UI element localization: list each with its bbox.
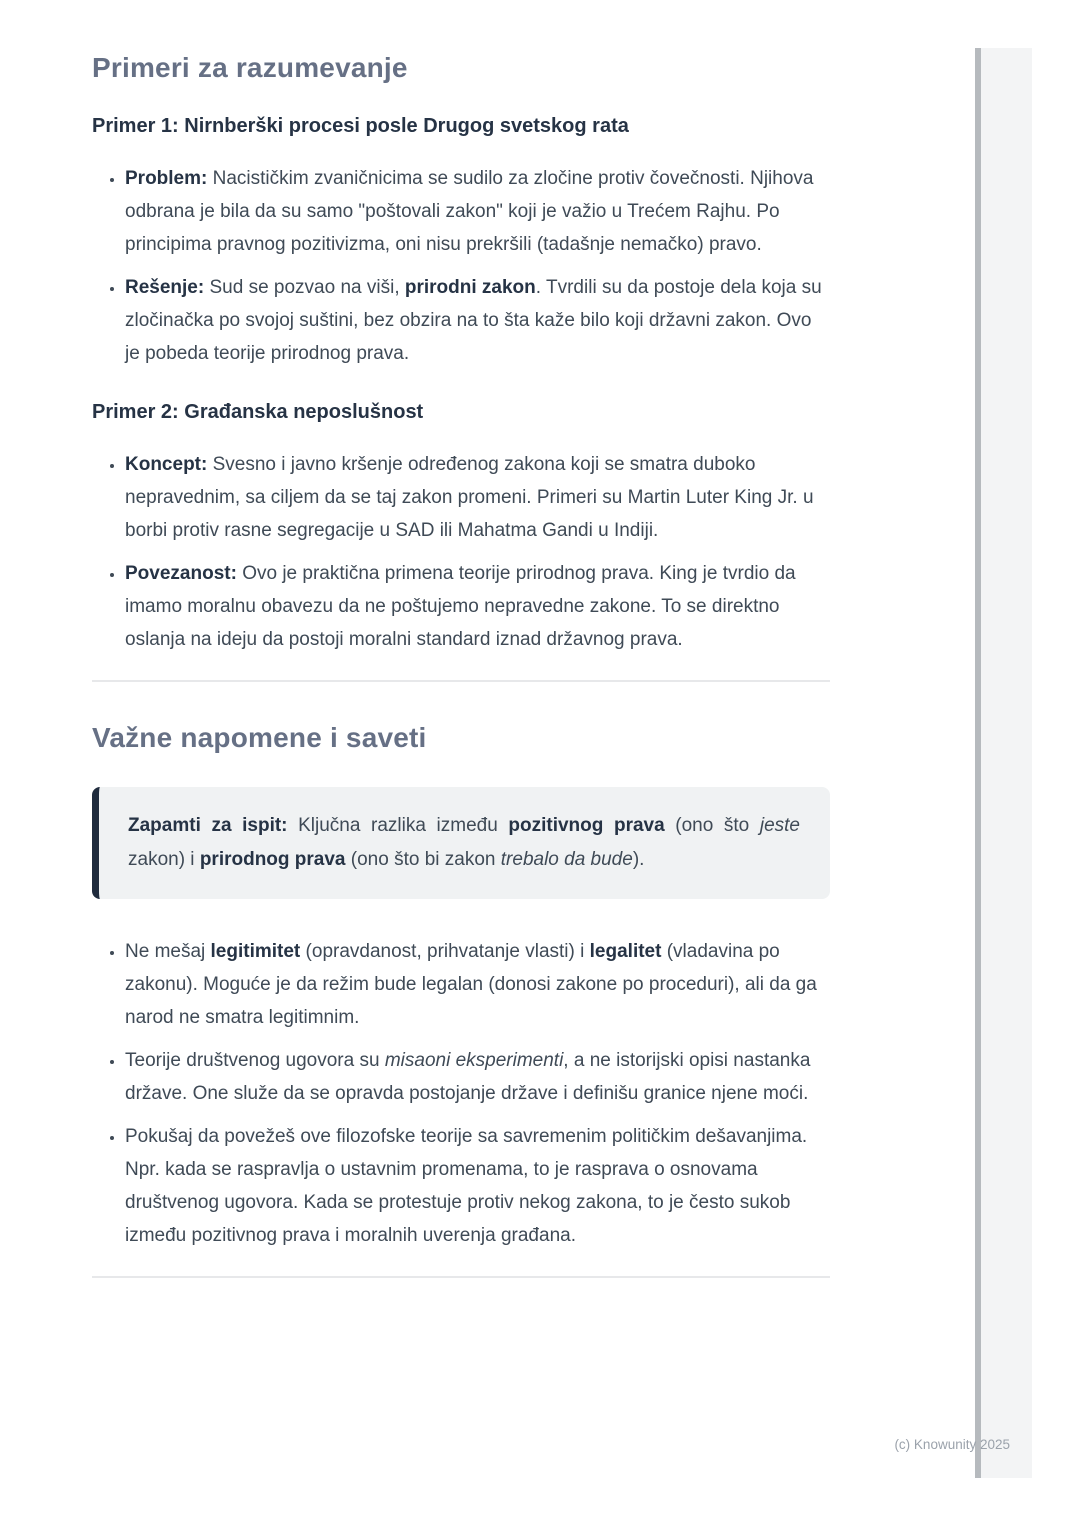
list-item [125, 162, 830, 261]
section-title-notes: Važne napomene i saveti [92, 722, 427, 753]
document-body [92, 0, 830, 1278]
text-segment: Povezanost: [125, 563, 237, 584]
text-segment: (ono što [664, 815, 760, 836]
list-item [125, 1120, 830, 1252]
text-segment: Svesno i javno kršenje određenog zakona koji se smatra duboko nepravednim, sa ciljem da se taj zakon promeni. Primeri su Martin Luter King Jr. u borbi protiv rasne segregacije u SAD ili Mahatma Gandi u Indiji. [125, 454, 814, 541]
text-segment: Ovo je praktična primena teorije prirodnog prava. King je tvrdio da imamo moralnu obavezu da ne poštujemo nepravedne zakone. To se direktno oslanja na ideju da postoji moralni standard iznad državnog prava. [125, 563, 796, 650]
text-segment: , a ne istorijski opisi nastanka države. One služe da se opravda postojanje države i definišu granice njene moći. [125, 1050, 811, 1104]
list-item [125, 935, 830, 1034]
text-segment: Teorije društvenog ugovora su [125, 1050, 385, 1071]
example1-bullet-list [92, 162, 830, 370]
text-segment: (vladavina po zakonu). Moguće je da režim bude legalan (donosi zakone po proceduri), ali da ga narod ne smatra legitimnim. [125, 941, 817, 1028]
text-segment: misaoni eksperimenti [384, 1050, 564, 1071]
text-segment: (opravdanost, prihvatanje vlasti) i [300, 941, 590, 962]
section-examples [92, 52, 830, 656]
text-segment: Sud se pozvao na viši, [204, 277, 405, 298]
list-item [125, 448, 830, 547]
text-segment: Problem: [125, 168, 208, 189]
text-segment: Zapamti za ispit: [128, 815, 288, 836]
text-segment: ). [632, 849, 645, 870]
bottom-divider [92, 1276, 830, 1278]
section-notes [92, 722, 830, 1252]
list-item [125, 557, 830, 656]
text-segment: Rešenje: [125, 277, 205, 298]
text-segment: . Tvrdili su da postoje dela koja su zločinačka po svojoj suštini, bez obzira na to šta kaže bilo koji državni zakon. Ovo je pobeda teorije prirodnog prava. [125, 277, 822, 364]
text-segment: prirodnog prava [199, 849, 346, 870]
text-segment: trebalo da bude [500, 849, 633, 870]
text-segment: Ključna razlika između [287, 815, 509, 836]
text-segment: legitimitet [210, 941, 301, 962]
list-item [125, 271, 830, 370]
list-item [125, 1044, 830, 1110]
text-segment: pozitivnog prava [508, 815, 665, 836]
text-segment: Pokušaj da povežeš ove filozofske teorije sa savremenim političkim dešavanjima. Npr. kada se raspravlja o ustavnim promenama, to je rasprava o osnovama društvenog ugovora. Kada se protestuje protiv nekog zakona, to je često sukob između pozitivnog prava i moralnih uverenja građana. [125, 1126, 808, 1246]
text-segment: (ono što bi zakon [345, 849, 501, 870]
exam-tip-callout [92, 787, 830, 899]
text-segment: Nacističkim zvaničnicima se sudilo za zločine protiv čovečnosti. Njihova odbrana je bila da su samo "poštovali zakon" koji je važio u Trećem Rajhu. Po principima pravnog pozitivizma, oni nisu prekršili (tadašnje nemačko) pravo. [125, 168, 814, 255]
text-segment: Koncept: [125, 454, 208, 475]
text-segment: Ne mešaj [125, 941, 211, 962]
scrollbar-track[interactable] [975, 48, 1032, 1478]
text-segment: jeste [759, 815, 800, 836]
text-segment: zakon) i [128, 849, 200, 870]
notes-bullet-list [92, 935, 830, 1252]
example2-bullet-list [92, 448, 830, 656]
example2-heading: Primer 2: Građanska neposlušnost [92, 401, 424, 423]
text-segment: legalitet [589, 941, 662, 962]
example1-heading: Primer 1: Nirnberški procesi posle Drugog svetskog rata [92, 115, 629, 137]
text-segment: prirodni zakon [404, 277, 536, 298]
footer-credit: (c) Knowunity 2025 [894, 1437, 1010, 1452]
section-title-examples: Primeri za razumevanje [92, 52, 408, 83]
